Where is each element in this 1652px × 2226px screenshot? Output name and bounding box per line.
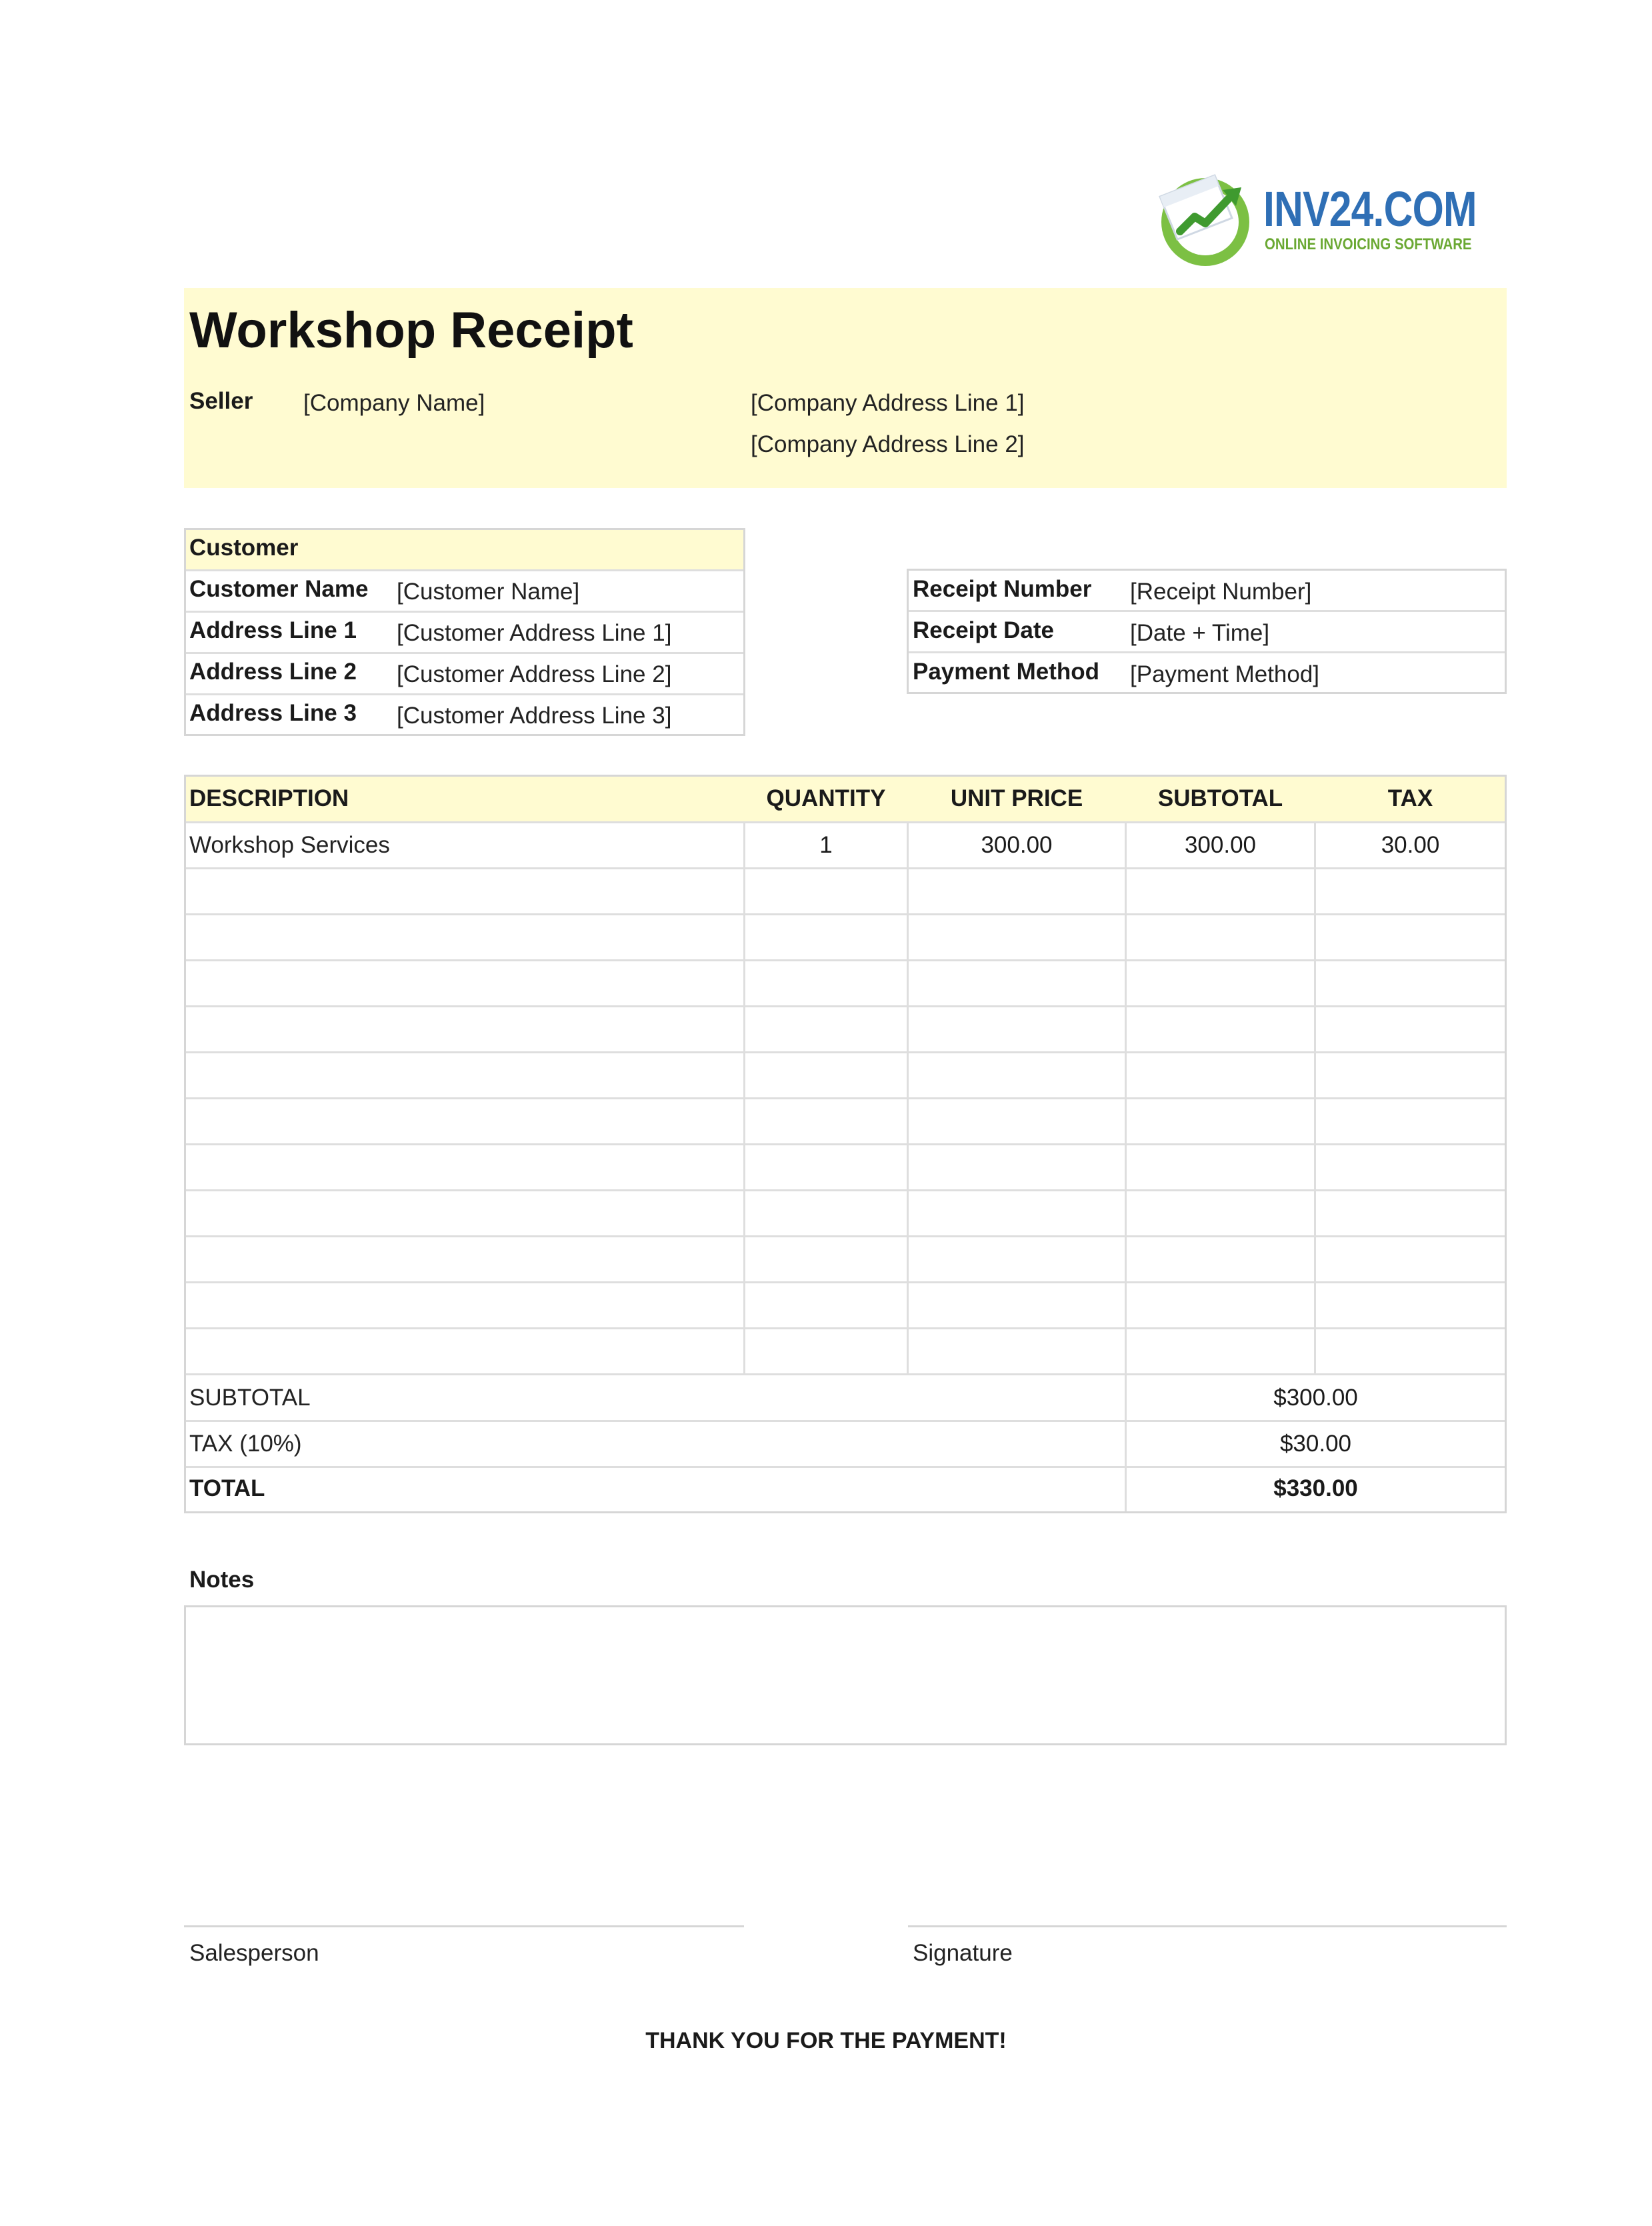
subtotal-value: $300.00 <box>1273 1385 1358 1411</box>
items-col-divider <box>1314 821 1316 1373</box>
customer-name-value: [Customer Name] <box>397 579 580 605</box>
item-unit-price: 300.00 <box>981 832 1053 858</box>
items-row-divider <box>186 1097 1505 1099</box>
items-row-divider <box>186 1281 1505 1283</box>
logo-wordmark: INV24.COM <box>1263 181 1477 237</box>
totals-divider <box>186 1420 1505 1422</box>
seller-company-name: [Company Name] <box>303 390 485 416</box>
customer-address-2-value: [Customer Address Line 2] <box>397 661 672 687</box>
receipt-date-label: Receipt Date <box>913 617 1055 643</box>
item-subtotal: 300.00 <box>1184 832 1257 858</box>
customer-name-label: Customer Name <box>189 576 369 602</box>
items-row-divider <box>186 913 1505 915</box>
items-row-divider <box>186 1143 1505 1145</box>
salesperson-label: Salesperson <box>189 1940 319 1966</box>
items-row-divider <box>186 1327 1505 1329</box>
payment-method-label: Payment Method <box>913 659 1100 685</box>
total-label: TOTAL <box>189 1475 265 1501</box>
logo-tagline: ONLINE INVOICING SOFTWARE <box>1265 235 1472 253</box>
customer-row-divider <box>186 693 743 695</box>
seller-address-line-2: [Company Address Line 2] <box>751 431 1025 457</box>
col-header-description: DESCRIPTION <box>189 785 349 811</box>
col-header-tax: TAX <box>1387 785 1433 811</box>
customer-address-3-label: Address Line 3 <box>189 700 357 726</box>
customer-address-2-label: Address Line 2 <box>189 659 357 685</box>
item-quantity: 1 <box>819 832 833 858</box>
signature-line <box>908 1925 1507 1927</box>
notes-field[interactable] <box>184 1605 1507 1745</box>
customer-address-1-label: Address Line 1 <box>189 617 357 643</box>
notes-label: Notes <box>189 1567 255 1593</box>
totals-divider <box>186 1373 1505 1375</box>
items-row-divider <box>186 1235 1505 1237</box>
company-logo <box>1153 170 1477 270</box>
items-row-divider <box>186 1005 1505 1007</box>
item-description: Workshop Services <box>189 832 390 858</box>
thank-you-message: THANK YOU FOR THE PAYMENT! <box>645 2028 1007 2053</box>
items-row-divider <box>186 867 1505 869</box>
payment-method-value: [Payment Method] <box>1130 661 1320 687</box>
subtotal-label: SUBTOTAL <box>189 1385 311 1411</box>
customer-row-divider <box>186 569 743 571</box>
customer-row-divider <box>186 652 743 654</box>
seller-label: Seller <box>189 388 253 414</box>
totals-divider <box>186 1466 1505 1468</box>
receipt-number-value: [Receipt Number] <box>1130 579 1312 605</box>
col-header-subtotal: SUBTOTAL <box>1157 785 1283 811</box>
total-value: $330.00 <box>1273 1475 1358 1501</box>
salesperson-line <box>184 1925 744 1927</box>
items-row-divider <box>186 1189 1505 1191</box>
col-header-quantity: QUANTITY <box>766 785 886 811</box>
items-col-divider <box>743 821 745 1373</box>
tax-value: $30.00 <box>1279 1431 1352 1457</box>
col-header-unit-price: UNIT PRICE <box>950 785 1083 811</box>
seller-address-line-1: [Company Address Line 1] <box>751 390 1025 416</box>
customer-address-1-value: [Customer Address Line 1] <box>397 620 672 646</box>
receipt-row-divider <box>909 651 1505 653</box>
signature-label: Signature <box>913 1940 1013 1966</box>
customer-row-divider <box>186 611 743 613</box>
tax-label: TAX (10%) <box>189 1431 302 1457</box>
items-row-divider <box>186 959 1505 961</box>
items-col-divider <box>907 821 909 1373</box>
logo-icon <box>1153 170 1260 270</box>
page-title: Workshop Receipt <box>189 302 633 359</box>
receipt-date-value: [Date + Time] <box>1130 620 1270 646</box>
item-tax: 30.00 <box>1381 832 1440 858</box>
customer-header: Customer <box>189 535 299 561</box>
items-row-divider <box>186 821 1505 823</box>
customer-address-3-value: [Customer Address Line 3] <box>397 703 672 729</box>
items-row-divider <box>186 1051 1505 1053</box>
receipt-row-divider <box>909 610 1505 612</box>
receipt-number-label: Receipt Number <box>913 576 1092 602</box>
